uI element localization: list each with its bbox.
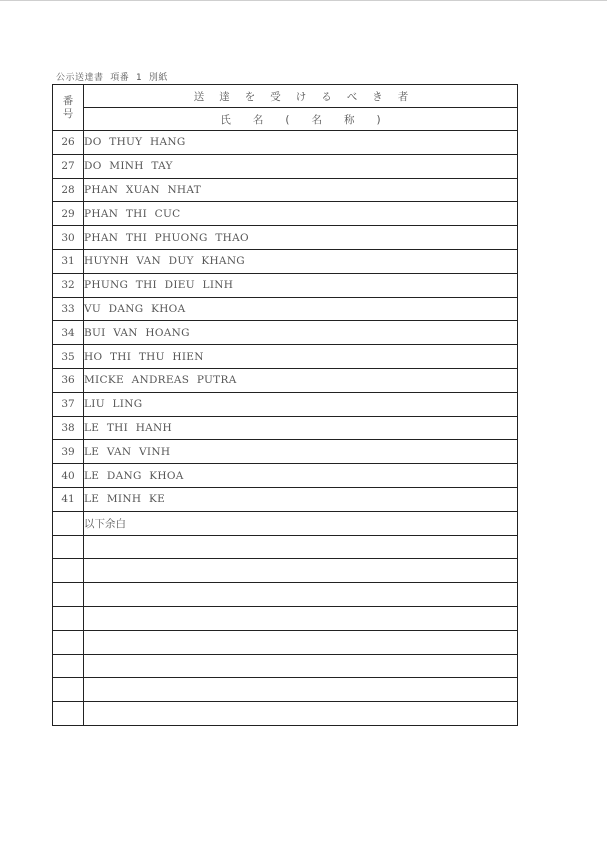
row-number: 35 xyxy=(53,345,84,369)
document-header: 公示送達書 項番 1 別紙 xyxy=(56,73,168,83)
row-number: 38 xyxy=(53,416,84,440)
recipient-name: MICKE ANDREAS PUTRA xyxy=(84,368,518,392)
blank-row xyxy=(53,535,518,559)
recipient-name: PHUNG THI DIEU LINH xyxy=(84,273,518,297)
recipient-name: LE THI HANH xyxy=(84,416,518,440)
recipient-name: PHAN THI PHUONG THAO xyxy=(84,226,518,250)
blank-number-cell xyxy=(53,654,84,678)
recipient-name: HO THI THU HIEN xyxy=(84,345,518,369)
blank-row xyxy=(53,583,518,607)
blank-number-cell xyxy=(53,606,84,630)
table-subheader-row xyxy=(53,108,518,131)
row-number: 36 xyxy=(53,368,84,392)
recipient-name: VU DANG KHOA xyxy=(84,297,518,321)
end-note-row xyxy=(53,511,518,535)
blank-name-cell xyxy=(84,630,518,654)
recipient-name: PHAN XUAN NHAT xyxy=(84,178,518,202)
recipient-name: PHAN THI CUC xyxy=(84,202,518,226)
blank-name-cell xyxy=(84,702,518,726)
page-top-border xyxy=(0,0,607,1)
blank-row xyxy=(53,559,518,583)
row-number: 39 xyxy=(53,440,84,464)
table-row xyxy=(53,202,518,226)
table-row xyxy=(53,416,518,440)
row-number: 27 xyxy=(53,154,84,178)
table-row xyxy=(53,345,518,369)
blank-name-cell xyxy=(84,559,518,583)
recipient-heading: 送達を受けるべき者 xyxy=(84,85,518,108)
table-header-row xyxy=(53,85,518,108)
blank-number-cell xyxy=(53,702,84,726)
number-header-bottom: 号 xyxy=(62,107,74,120)
table-row xyxy=(53,487,518,511)
blank-name-cell xyxy=(84,654,518,678)
table-row xyxy=(53,226,518,250)
blank-row xyxy=(53,678,518,702)
recipient-name: DO THUY HANG xyxy=(84,131,518,155)
blank-number-cell xyxy=(53,630,84,654)
number-header-top: 番 xyxy=(62,94,74,107)
blank-row xyxy=(53,654,518,678)
row-number: 32 xyxy=(53,273,84,297)
recipient-name: LE MINH KE xyxy=(84,487,518,511)
table-row xyxy=(53,273,518,297)
blank-row xyxy=(53,630,518,654)
recipient-name: LE VAN VINH xyxy=(84,440,518,464)
table-row xyxy=(53,178,518,202)
blank-row xyxy=(53,606,518,630)
row-number: 31 xyxy=(53,249,84,273)
blank-number-cell xyxy=(53,678,84,702)
table-row xyxy=(53,131,518,155)
blank-number-cell xyxy=(53,583,84,607)
table-row xyxy=(53,440,518,464)
row-number: 30 xyxy=(53,226,84,250)
row-number: 37 xyxy=(53,392,84,416)
blank-name-cell xyxy=(84,535,518,559)
row-number: 40 xyxy=(53,464,84,488)
table-row xyxy=(53,297,518,321)
table-row xyxy=(53,392,518,416)
blank-name-cell xyxy=(84,583,518,607)
name-heading: 氏名(名称) xyxy=(84,108,518,131)
table-row xyxy=(53,464,518,488)
row-number: 26 xyxy=(53,131,84,155)
blank-name-cell xyxy=(84,678,518,702)
end-note: 以下余白 xyxy=(84,511,518,535)
row-number: 33 xyxy=(53,297,84,321)
table-row xyxy=(53,249,518,273)
recipient-name: BUI VAN HOANG xyxy=(84,321,518,345)
recipient-table xyxy=(52,84,518,726)
recipient-name: DO MINH TAY xyxy=(84,154,518,178)
row-number-empty xyxy=(53,511,84,535)
table-row xyxy=(53,321,518,345)
recipient-name: HUYNH VAN DUY KHANG xyxy=(84,249,518,273)
row-number: 29 xyxy=(53,202,84,226)
row-number: 28 xyxy=(53,178,84,202)
row-number: 41 xyxy=(53,487,84,511)
recipient-name: LE DANG KHOA xyxy=(84,464,518,488)
recipient-name: LIU LING xyxy=(84,392,518,416)
table-row xyxy=(53,154,518,178)
blank-number-cell xyxy=(53,535,84,559)
blank-name-cell xyxy=(84,606,518,630)
number-column-header xyxy=(53,85,84,131)
blank-number-cell xyxy=(53,559,84,583)
blank-row xyxy=(53,702,518,726)
row-number: 34 xyxy=(53,321,84,345)
table-row xyxy=(53,368,518,392)
